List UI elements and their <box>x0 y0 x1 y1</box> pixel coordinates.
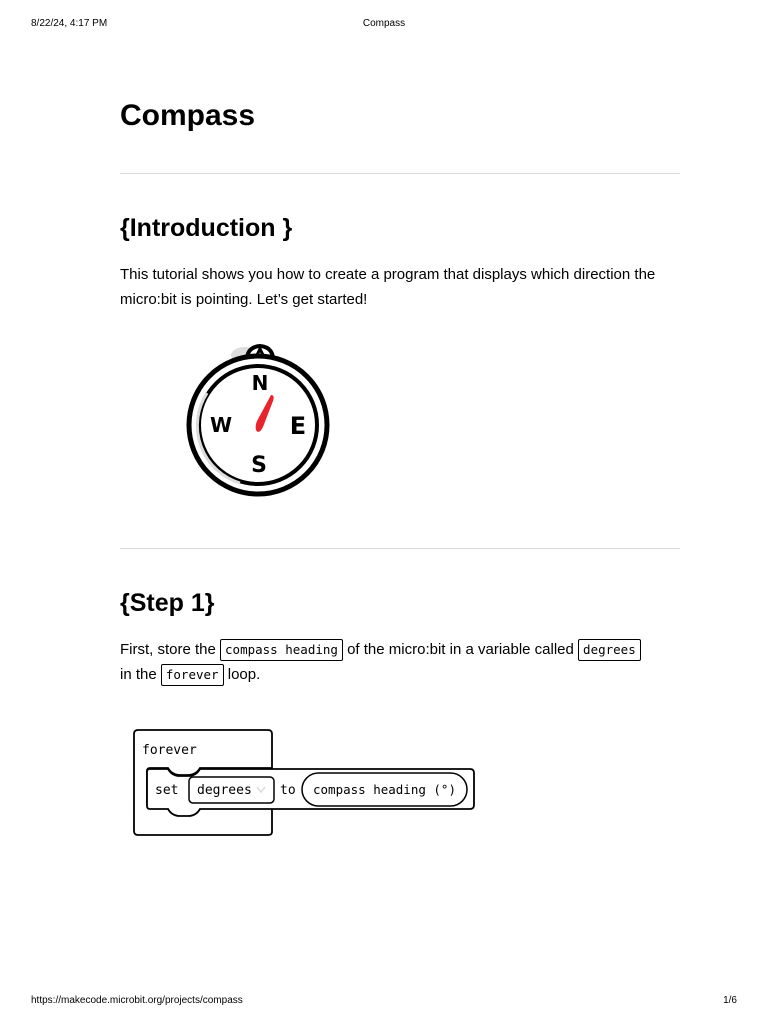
print-title: Compass <box>362 18 406 29</box>
divider <box>120 548 680 549</box>
print-url: https://makecode.microbit.org/projects/compass <box>31 995 243 1006</box>
print-header <box>31 18 737 30</box>
compass-heading-reporter-label: compass heading (°) <box>313 782 456 797</box>
page-title: Compass <box>120 99 256 132</box>
compass-illustration <box>185 333 335 503</box>
compass-letter-s: S <box>251 453 267 478</box>
set-block-label: set <box>155 783 179 798</box>
compass-letter-n: N <box>251 371 269 395</box>
code-degrees: degrees <box>578 639 641 661</box>
print-datetime: 8/22/24, 4:17 PM <box>31 18 108 29</box>
code-compass-heading: compass heading <box>220 639 343 661</box>
page-number: 1/6 <box>723 995 737 1006</box>
step-1-text: loop. <box>223 665 261 683</box>
divider <box>120 173 680 174</box>
step-1-text: of the micro:bit in a variable called <box>342 641 579 658</box>
to-label: to <box>280 783 296 798</box>
section-heading-step-1: {Step 1} <box>120 589 215 617</box>
step-1-paragraph <box>120 638 680 687</box>
compass-letter-e: E <box>289 412 307 440</box>
intro-paragraph: This tutorial shows you how to create a program that displays which direction the micro:bit is pointing. Let’s get started! <box>120 266 656 308</box>
step-1-text: First, store the <box>120 641 221 658</box>
section-heading-introduction: {Introduction } <box>120 214 293 242</box>
compass-letter-w: W <box>209 413 233 437</box>
variable-dropdown-label: degrees <box>197 783 252 798</box>
code-blocks-image <box>130 725 490 841</box>
forever-block-label: forever <box>142 743 197 758</box>
step-1-text: in the <box>120 665 161 683</box>
print-footer <box>31 995 737 1007</box>
code-forever: forever <box>161 664 224 686</box>
